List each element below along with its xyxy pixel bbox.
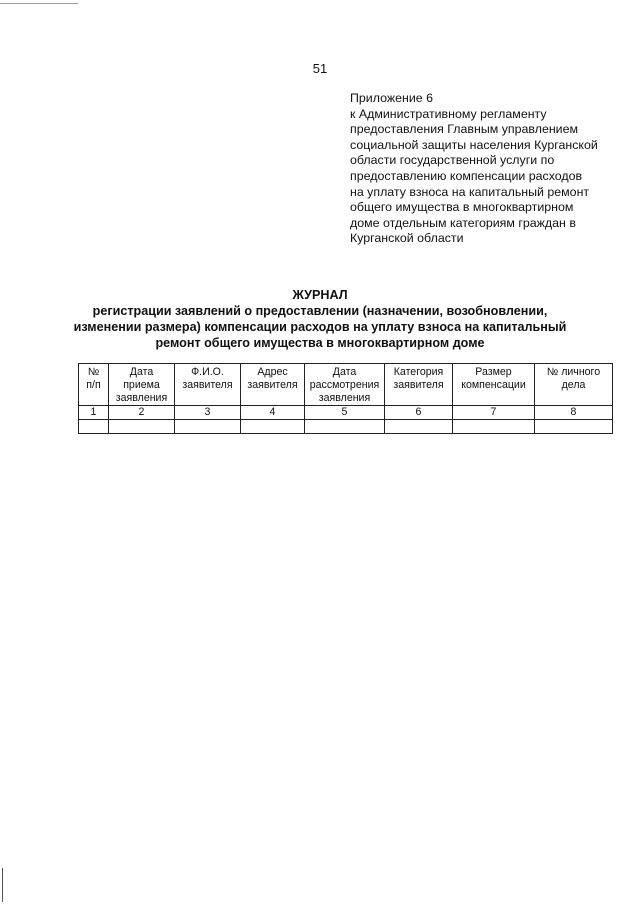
appendix-line: социальной защиты населения Курганской — [350, 137, 598, 152]
scan-edge-mark — [0, 3, 78, 4]
journal-title: ЖУРНАЛ — [292, 288, 348, 302]
table-cell — [535, 420, 613, 434]
journal-subtitle-line: ремонт общего имущества в многоквартирном доме — [155, 336, 485, 350]
table-cell — [453, 420, 535, 434]
scan-edge-mark-left — [2, 868, 3, 902]
appendix-line: Приложение 6 — [350, 91, 434, 105]
registration-table — [78, 363, 613, 434]
journal-subtitle-line: изменении размера) компенсации расходов на уплату взноса на капитальный — [73, 320, 567, 334]
column-number-row — [79, 406, 613, 420]
column-number: 8 — [535, 406, 613, 420]
column-number: 6 — [385, 406, 453, 420]
table-row — [79, 420, 613, 434]
column-header-received-date: Дата приема заявления — [109, 364, 175, 406]
table-cell — [109, 420, 175, 434]
appendix-line: предоставления Главным управлением — [350, 122, 579, 137]
appendix-note — [350, 91, 625, 247]
table-cell — [241, 420, 305, 434]
column-header-review-date: Дата рассмотрения заявления — [305, 364, 385, 406]
journal-heading — [40, 287, 600, 351]
appendix-line: Курганской области — [350, 231, 464, 246]
appendix-line: на уплату взноса на капитальный ремонт — [350, 184, 590, 199]
journal-subtitle-line: регистрации заявлений о предоставлении (назначении, возобновлении, — [92, 304, 548, 318]
column-number: 7 — [453, 406, 535, 420]
appendix-line: области государственной услуги по — [350, 153, 555, 168]
column-number: 5 — [305, 406, 385, 420]
appendix-line: предоставлению компенсации расходов — [350, 168, 583, 183]
column-number: 4 — [241, 406, 305, 420]
table-header-row — [79, 364, 613, 406]
appendix-line: доме отдельным категориям граждан в — [350, 215, 576, 230]
appendix-line: к Административному регламенту — [350, 106, 547, 121]
column-header-applicant-name: Ф.И.О. заявителя — [175, 364, 241, 406]
table-cell — [385, 420, 453, 434]
appendix-line: общего имущества в многоквартирном — [350, 200, 574, 215]
column-header-compensation-amount: Размер компенсации — [453, 364, 535, 406]
column-header-case-number: № личного дела — [535, 364, 613, 406]
column-header-applicant-category: Категория заявителя — [385, 364, 453, 406]
column-number: 1 — [79, 406, 109, 420]
column-number: 3 — [175, 406, 241, 420]
table-cell — [175, 420, 241, 434]
column-number: 2 — [109, 406, 175, 420]
column-header-index: № п/п — [79, 364, 109, 406]
page-number: 51 — [312, 61, 328, 76]
column-header-applicant-address: Адрес заявителя — [241, 364, 305, 406]
table-cell — [79, 420, 109, 434]
table-cell — [305, 420, 385, 434]
